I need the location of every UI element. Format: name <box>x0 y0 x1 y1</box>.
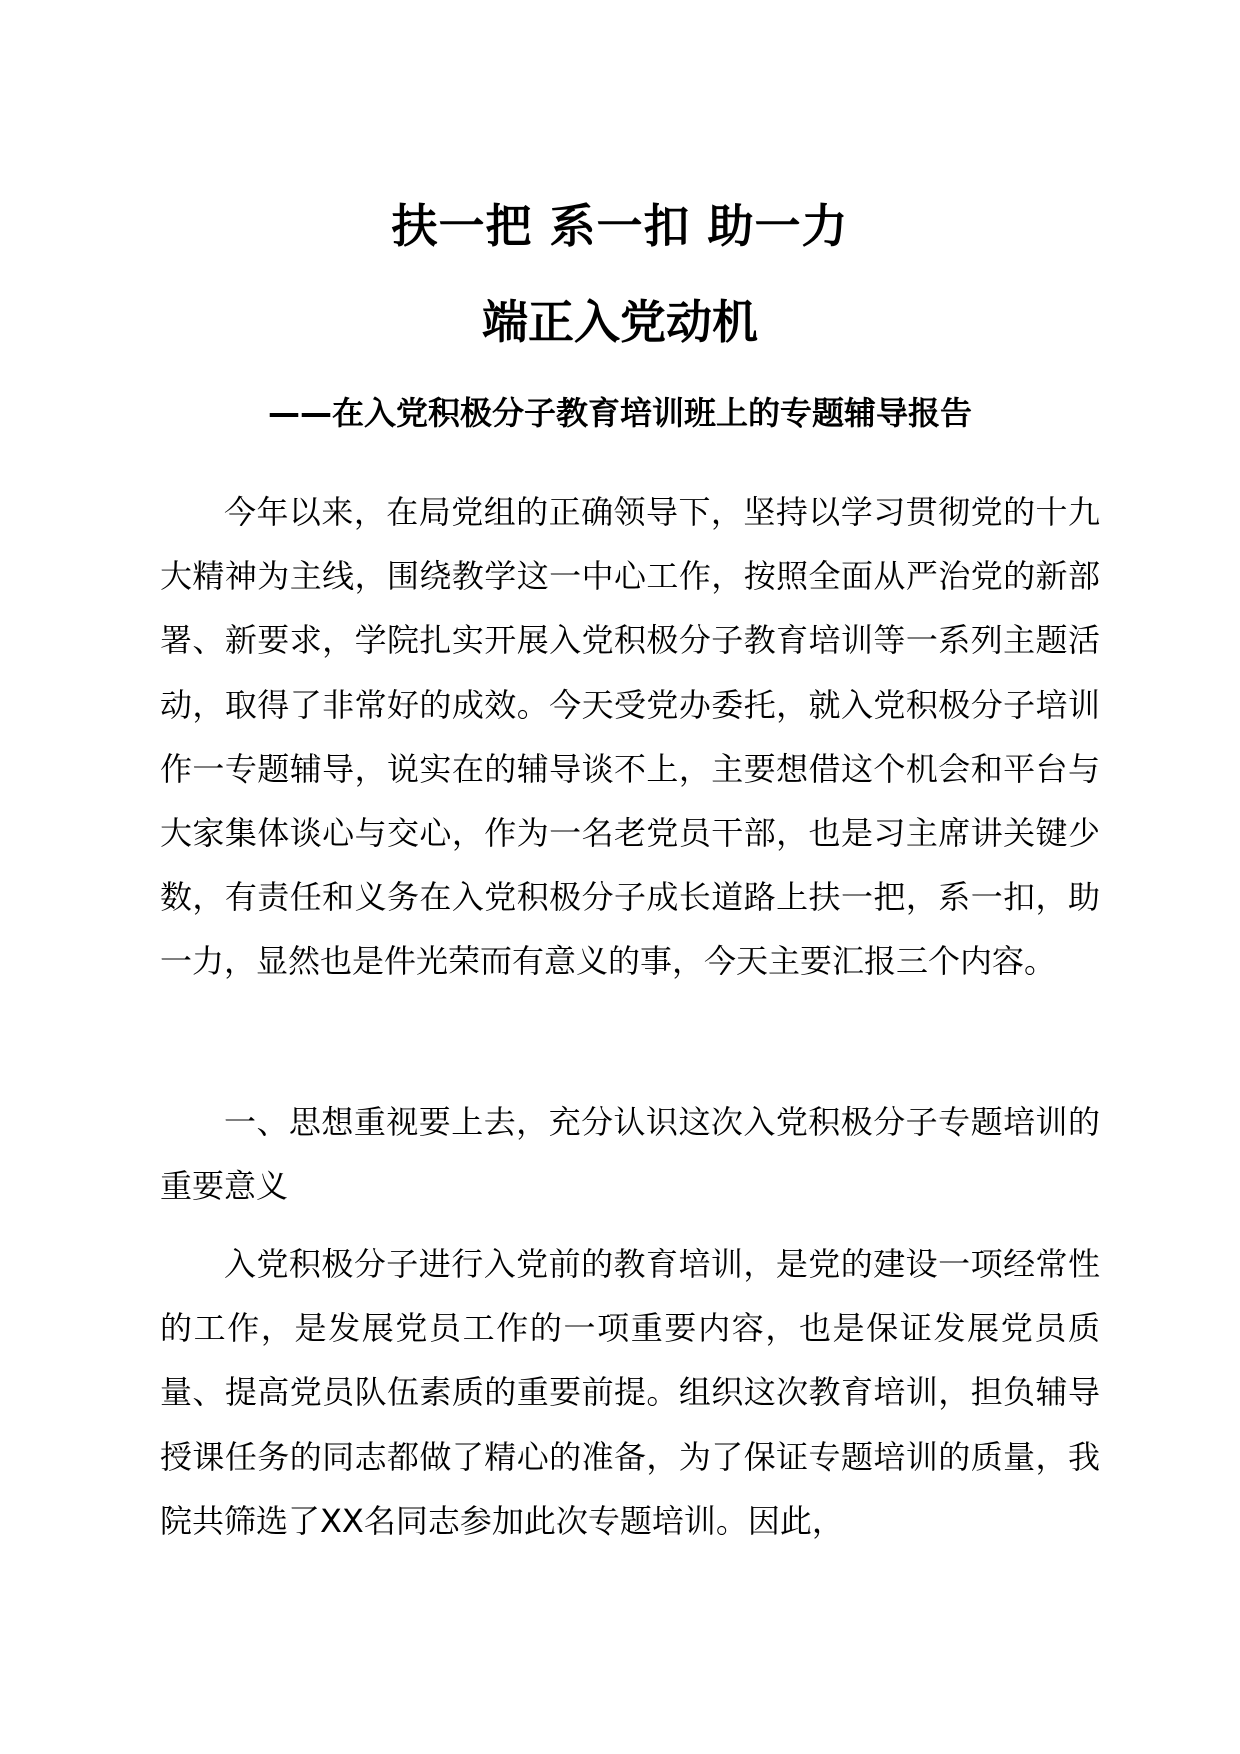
subtitle: ——在入党积极分子教育培训班上的专题辅导报告 <box>267 394 972 432</box>
paragraph-section-1: 入党积极分子进行入党前的教育培训，是党的建设一项经常性的工作，是发展党员工作的一项重要内容，也是保证发展党员质量、提高党员队伍素质的重要前提。组织这次教育培训，担负辅导授课任务的同志都做了精心的准备，为了保证专题培训的质量，我院共筛选了XX名同志参加此次专题培训。因此， <box>160 1245 1100 1540</box>
paragraph-intro: 今年以来，在局党组的正确领导下，坚持以学习贯彻党的十九大精神为主线，围绕教学这一中心工作，按照全面从严治党的新部署、新要求，学院扎实开展入党积极分子教育培训等一系列主题活动，取得了非常好的成效。今天受党办委托，就入党积极分子培训作一专题辅导，说实在的辅导谈不上，主要想借这个机会和平台与大家集体谈心与交心，作为一名老党员干部，也是习主席讲关键少数，有责任和义务在入党积极分子成长道路上扶一把，系一扣，助一力，显然也是件光荣而有意义的事，今天主要汇报三个内容。 <box>160 493 1100 981</box>
title-line-1: 扶一把 系一扣 助一力 <box>391 199 849 253</box>
section-heading-1: 一、思想重视要上去，充分认识这次入党积极分子专题培训的重要意义 <box>160 1103 1100 1206</box>
title-line-2: 端正入党动机 <box>482 295 758 349</box>
